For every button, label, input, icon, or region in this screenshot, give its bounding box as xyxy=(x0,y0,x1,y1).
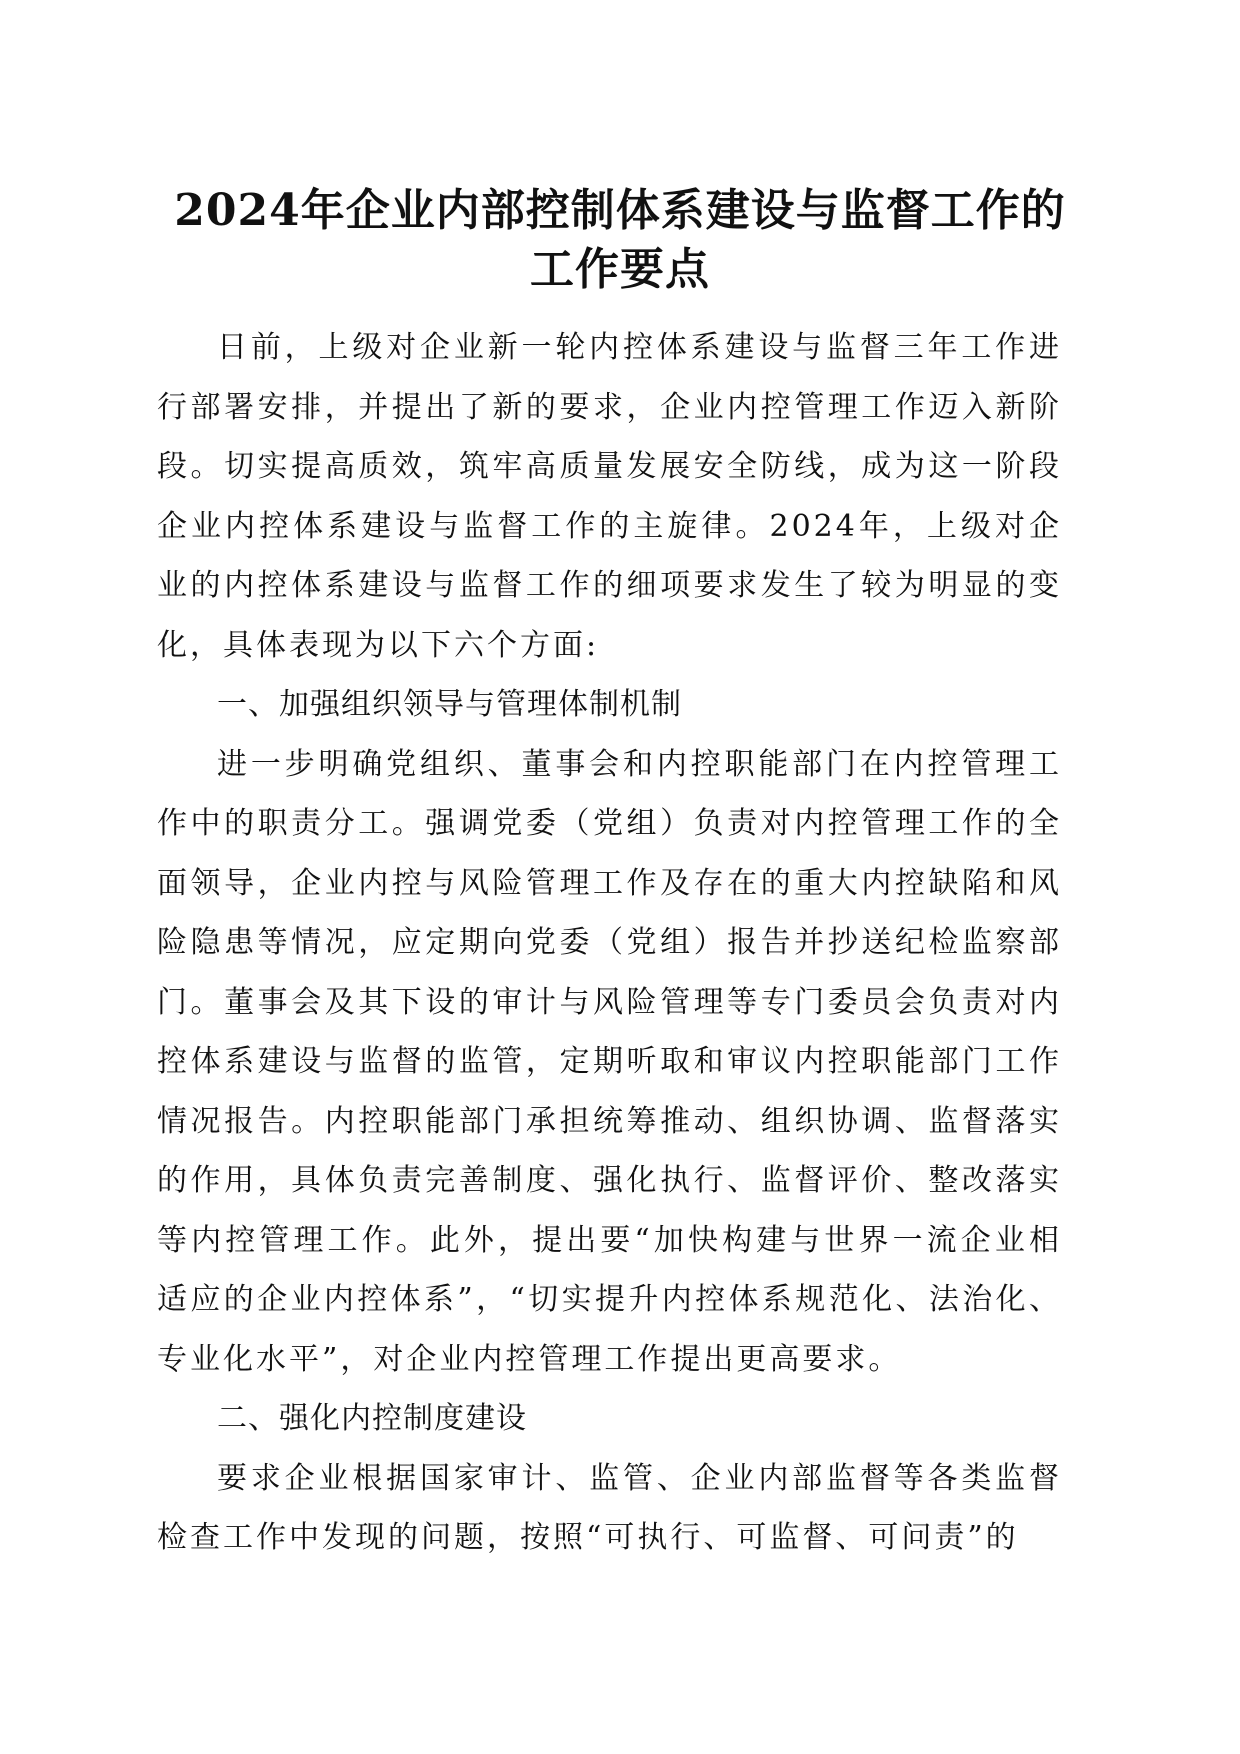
intro-paragraph: 日前，上级对企业新一轮内控体系建设与监督三年工作进行部署安排，并提出了新的要求，企业内控管理工作迈入新阶段。切实提高质效，筑牢高质量发展安全防线，成为这一阶段企业内控体系建设与监督工作的主旋律。2024年，上级对企业的内控体系建设与监督工作的细项要求发生了较为明显的变化，具体表现为以下六个方面: xyxy=(157,330,1062,663)
document-title-line-1: 2024年企业内部控制体系建设与监督工作的 xyxy=(174,185,1066,236)
document-body xyxy=(157,318,1062,1568)
section-1-paragraph: 进一步明确党组织、董事会和内控职能部门在内控管理工作中的职责分工。强调党委（党组）负责对内控管理工作的全面领导，企业内控与风险管理工作及存在的重大内控缺陷和风险隐患等情况，应定期向党委（党组）报告并抄送纪检监察部门。董事会及其下设的审计与风险管理等专门委员会负责对内控体系建设与监督的监管，定期听取和审议内控职能部门工作情况报告。内控职能部门承担统筹推动、组织协调、监督落实的作用，具体负责完善制度、强化执行、监督评价、整改落实等内控管理工作。此外，提出要“加快构建与世界一流企业相适应的企业内控体系”，“切实提升内控体系规范化、法治化、专业化水平”，对企业内控管理工作提出更高要求。 xyxy=(157,746,1062,1377)
section-2-heading: 二、强化内控制度建设 xyxy=(217,1401,527,1436)
section-1-heading: 一、加强组织领导与管理体制机制 xyxy=(217,687,682,722)
document-title-line-2: 工作要点 xyxy=(530,244,710,295)
section-2-paragraph: 要求企业根据国家审计、监管、企业内部监督等各类监督检查工作中发现的问题，按照“可执行、可监督、可问责”的 xyxy=(157,1460,1062,1555)
